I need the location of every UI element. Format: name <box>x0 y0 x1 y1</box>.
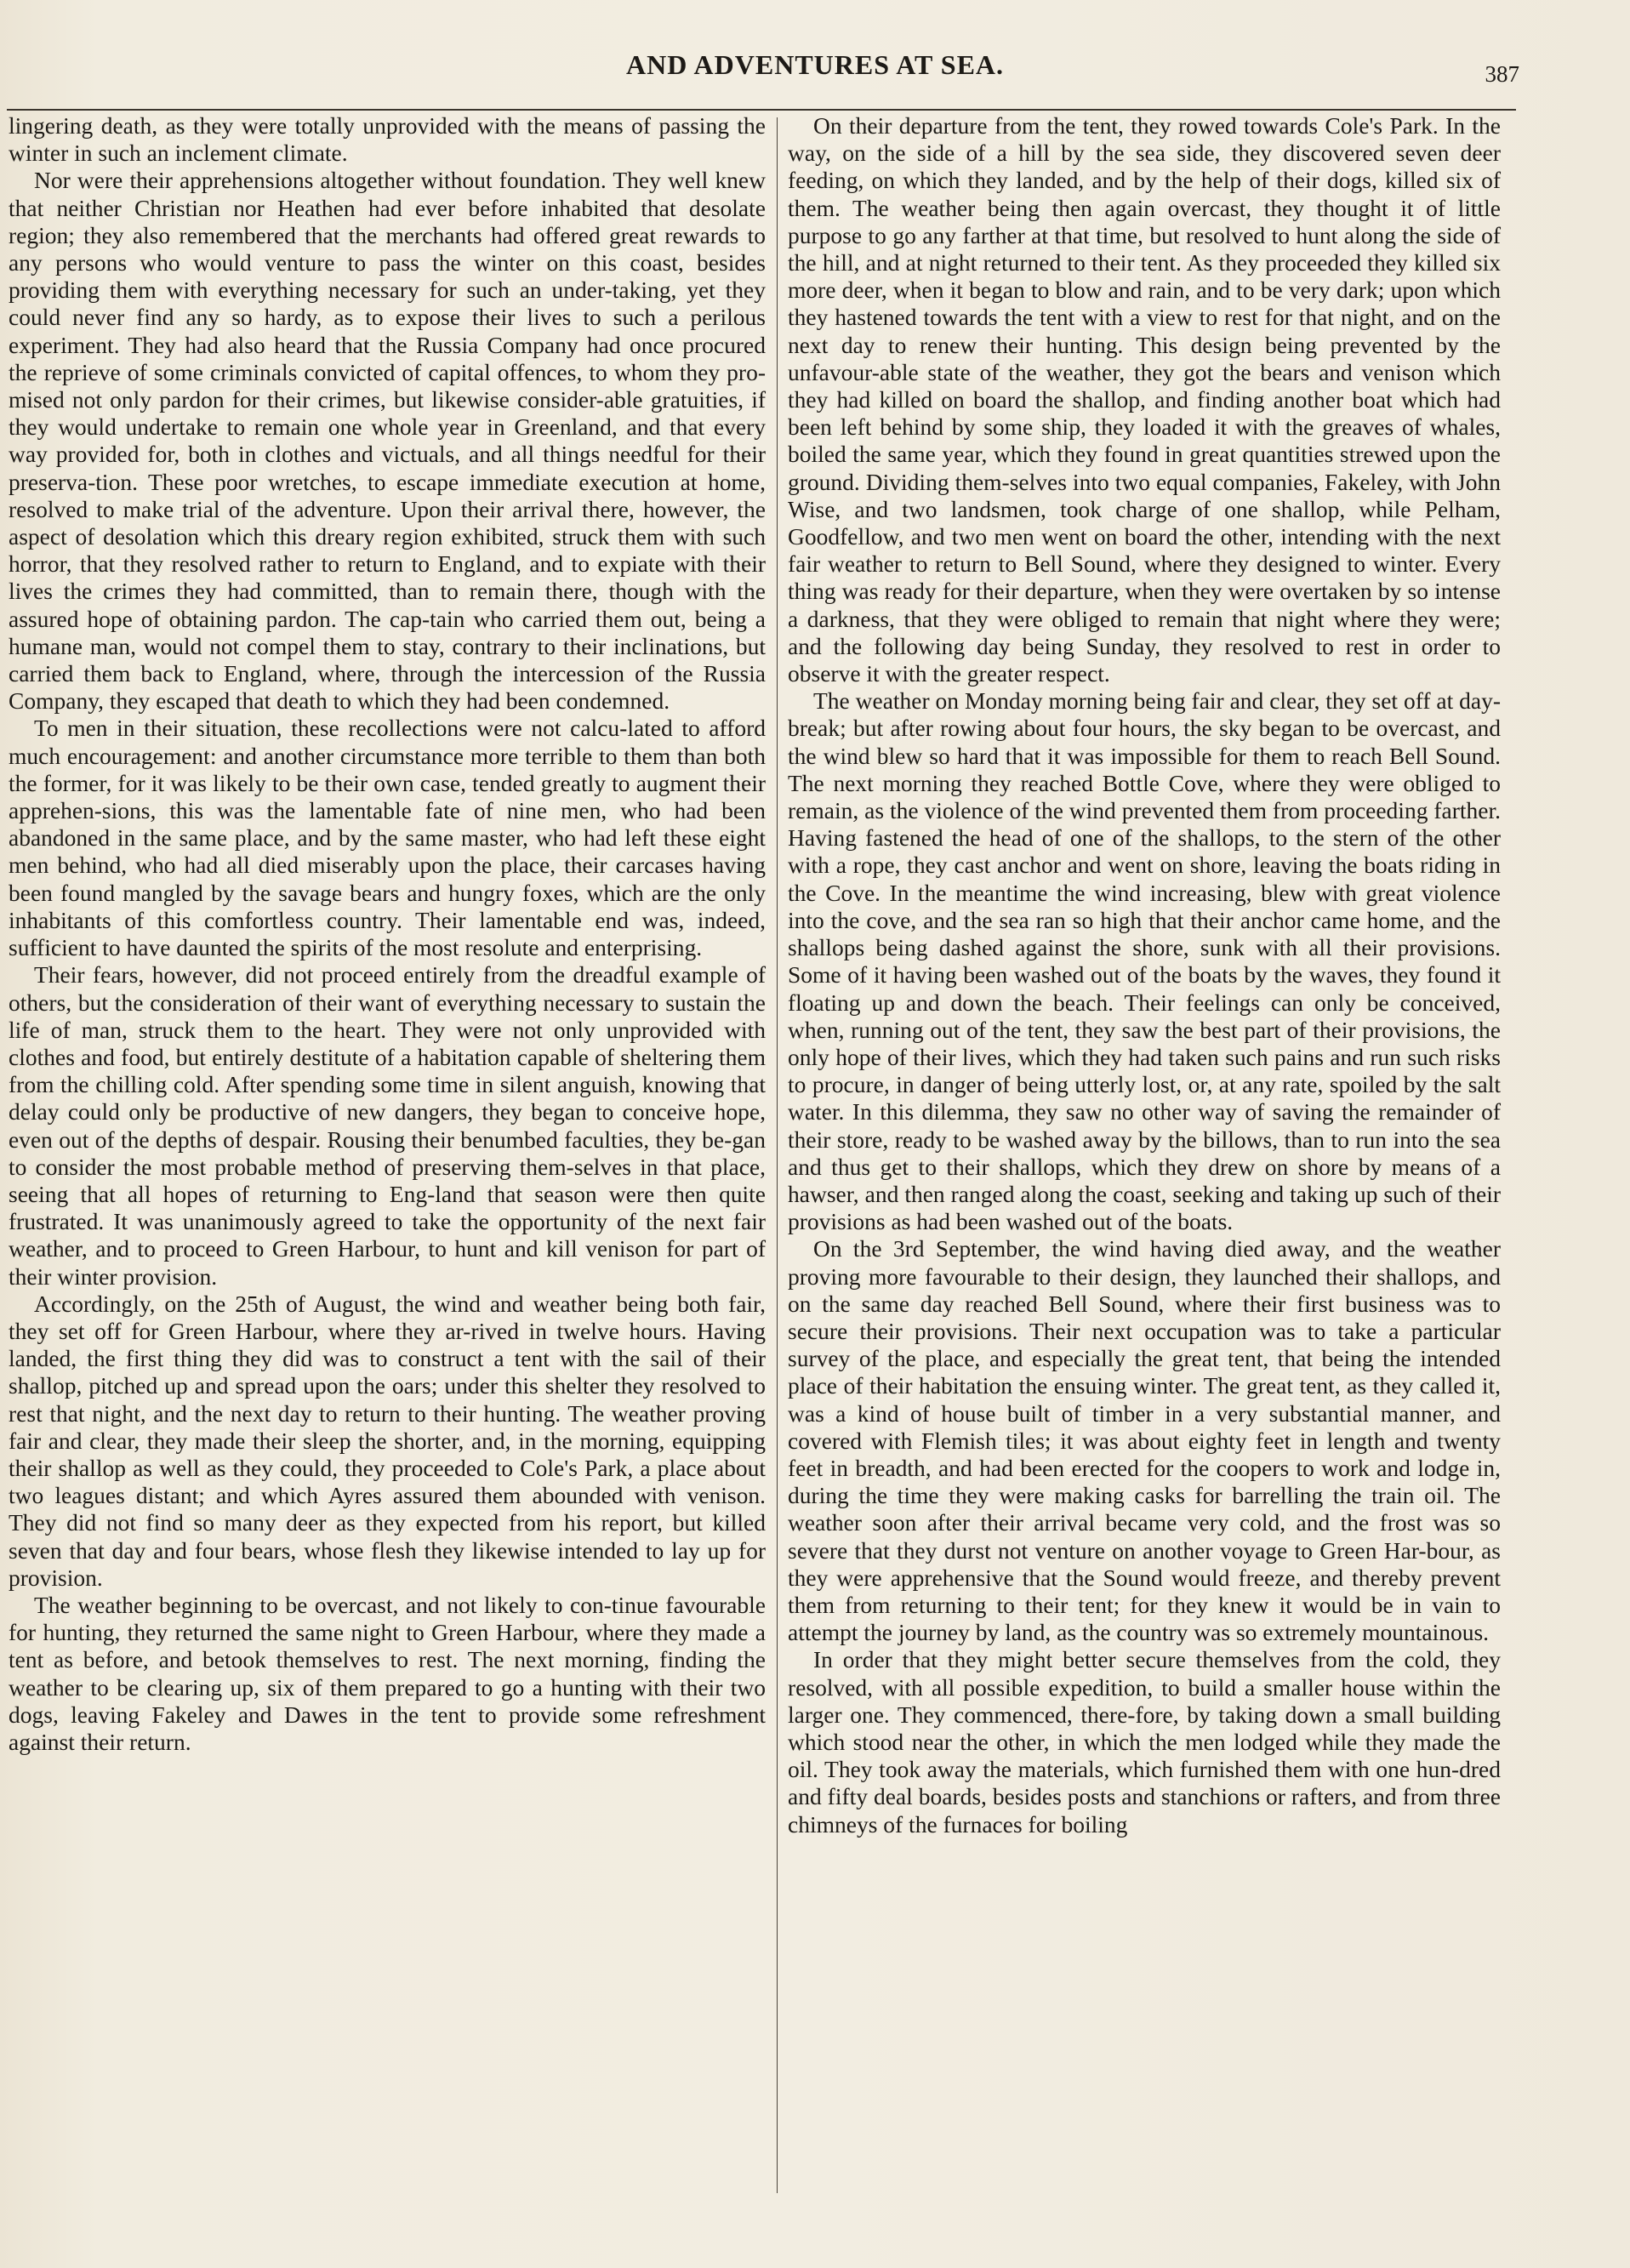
paragraph: On the 3rd September, the wind having died away, and the weather proving more favourable to their design, they launched their shallops, and on the same day reached Bell Sound, where their first business was to secure their provisions. Their next occupation was to take a particular survey of the place, and especially the great tent, that being the intended place of their habitation the ensuing winter. The great tent, as they called it, was a kind of house built of timber in a very substantial manner, and covered with Flemish tiles; it was about eighty feet in length and twenty feet in breadth, and had been erected for the coopers to work and lodge in, during the time they were making casks for barrelling the train oil. The weather soon after their arrival became very cold, and the frost was so severe that they durst not venture on another voyage to Green Har-bour, as they were apprehensive that the Sound would freeze, and thereby prevent them from returning to their tent; for they knew it would be in vain to attempt the journey by land, as the country was so extremely mountainous. <box>788 1235 1501 1646</box>
paragraph: Nor were their apprehensions altogether without foundation. They well knew that neither Christian nor Heathen had ever before inhabited that desolate region; they also remembered that the merchants had offered great rewards to any persons who would venture to pass the winter on this coast, besides providing them with everything necessary for such an under-taking, yet they could never find any so hardy, as to expose their lives to such a perilous experiment. They had also heard that the Russia Company had once procured the reprieve of some criminals convicted of capital offences, to whom they pro-mised not only pardon for their crimes, but likewise consider-able gratuities, if they would undertake to remain one whole year in Greenland, and that every way provided for, both in clothes and victuals, and all things needful for their preserva-tion. These poor wretches, to escape immediate execution at home, resolved to make trial of the adventure. Upon their arrival there, however, the aspect of desolation which this dreary region exhibited, struck them with such horror, that they resolved rather to return to England, and to expiate with their lives the crimes they had committed, than to remain there, though with the assured hope of obtaining pardon. The cap-tain who carried them out, being a humane man, would not compel them to stay, contrary to their inclinations, but carried them back to England, where, through the intercession of the Russia Company, they escaped that death to which they had been condemned. <box>9 167 766 715</box>
paragraph: Their fears, however, did not proceed entirely from the dreadful example of others, but the consideration of their want of everything necessary to sustain the life of man, struck them to the heart. They were not only unprovided with clothes and food, but entirely destitute of a habitation capable of sheltering them from the chilling cold. After spending some time in silent anguish, knowing that delay could only be productive of new dangers, they began to conceive hope, even out of the depths of despair. Rousing their benumbed faculties, they be-gan to consider the most probable method of preserving them-selves in that place, seeing that all hopes of returning to Eng-land that season were then quite frustrated. It was unanimously agreed to take the opportunity of the next fair weather, and to proceed to Green Harbour, to hunt and kill venison for part of their winter provision. <box>9 961 766 1290</box>
page-number: 387 <box>1485 61 1519 87</box>
column-divider <box>777 117 778 2193</box>
right-column <box>788 112 1501 1838</box>
paragraph: On their departure from the tent, they rowed towards Cole's Park. In the way, on the side of a hill by the sea side, they discovered seven deer feeding, on which they landed, and by the help of their dogs, killed six of them. The weather being then again overcast, they thought it of little purpose to go any farther at that time, but resolved to hunt along the side of the hill, and at night returned to their tent. As they proceeded they killed six more deer, when it began to blow and rain, and to be very dark; upon which they hastened towards the tent with a view to rest for that night, and on the next day to renew their hunting. This design being prevented by the unfavour-able state of the weather, they got the bears and venison which they had killed on board the shallop, and finding another boat which had been left behind by some ship, they loaded it with the greaves of whales, boiled the same year, which they found in great quantities strewed upon the ground. Dividing them-selves into two equal companies, Fakeley, with John Wise, and two landsmen, took charge of one shallop, while Pelham, Goodfellow, and two men went on board the other, intending with the next fair weather to return to Bell Sound, where they designed to winter. Every thing was ready for their departure, when they were overtaken by so intense a darkness, that they were obliged to remain that night where they were; and the following day being Sunday, they resolved to rest in order to observe it with the greater respect. <box>788 112 1501 687</box>
paragraph: lingering death, as they were totally unprovided with the means of passing the winter in such an inclement climate. <box>9 112 766 167</box>
page-header <box>0 44 1630 95</box>
paragraph: In order that they might better secure themselves from the cold, they resolved, with all possible expedition, to build a smaller house within the larger one. They commenced, there-fore, by taking down a small building which stood near the other, in which the men lodged while they made the oil. They took away the materials, which furnished them with one hun-dred and fifty deal boards, besides posts and stanchions or rafters, and from three chimneys of the furnaces for boiling <box>788 1646 1501 1838</box>
left-column <box>9 112 766 1756</box>
paragraph: The weather on Monday morning being fair and clear, they set off at day-break; but after rowing about four hours, the sky began to be overcast, and the wind blew so hard that it was impossible for them to reach Bell Sound. The next morning they reached Bottle Cove, where they were obliged to remain, as the violence of the wind prevented them from proceeding farther. Having fastened the head of one of the shallops, to the stern of the other with a rope, they cast anchor and went on shore, leaving the boats riding in the Cove. In the meantime the wind increasing, blew with great violence into the cove, and the sea ran so high that their anchor came home, and the shallops being dashed against the shore, sunk with all their provisions. Some of it having been washed out of the boats by the waves, they found it floating up and down the beach. Their feelings can only be conceived, when, running out of the tent, they saw the best part of their provisions, the only hope of their lives, which they had taken such pains and run such risks to procure, in danger of being utterly lost, or, at any rate, spoiled by the salt water. In this dilemma, they saw no other way of saving the remainder of their store, ready to be washed away by the billows, than to run into the sea and thus get to their shallops, which they drew on shore by means of a hawser, and then ranged along the coast, seeking and taking up such of their provisions as had been washed out of the boats. <box>788 687 1501 1235</box>
paragraph: The weather beginning to be overcast, and not likely to con-tinue favourable for hunting, they returned the same night to Green Harbour, where they made a tent as before, and betook themselves to rest. The next morning, finding the weather to be clearing up, six of them prepared to go a hunting with their two dogs, leaving Fakeley and Dawes in the tent to provide some refreshment against their return. <box>9 1591 766 1755</box>
header-rule <box>7 109 1516 111</box>
paragraph: Accordingly, on the 25th of August, the wind and weather being both fair, they set off for Green Harbour, where they ar-rived in twelve hours. Having landed, the first thing they did was to construct a tent with the sail of their shallop, pitched up and spread upon the oars; under this shelter they resolved to rest that night, and the next day to return to their hunting. The weather proving fair and clear, they made their sleep the shorter, and, in the morning, equipping their shallop as well as they could, they proceeded to Cole's Park, a place about two leagues distant; and which Ayres assured them abounded with venison. They did not find so many deer as they expected from his report, but killed seven that day and four bears, whose flesh they likewise intended to lay up for provision. <box>9 1290 766 1591</box>
running-head-title: AND ADVENTURES AT SEA. <box>625 49 1005 80</box>
paragraph: To men in their situation, these recollections were not calcu-lated to afford much encouragement: and another circumstance more terrible to them than both the former, for it was likely to be their own case, tended greatly to augment their apprehen-sions, this was the lamentable fate of nine men, who had been abandoned in the same place, and by the same master, who had left these eight men behind, who had all died miserably upon the place, their carcases having been found mangled by the savage bears and hungry foxes, which are the only inhabitants of this comfortless country. Their lamentable end was, indeed, sufficient to have daunted the spirits of the most resolute and enterprising. <box>9 715 766 961</box>
